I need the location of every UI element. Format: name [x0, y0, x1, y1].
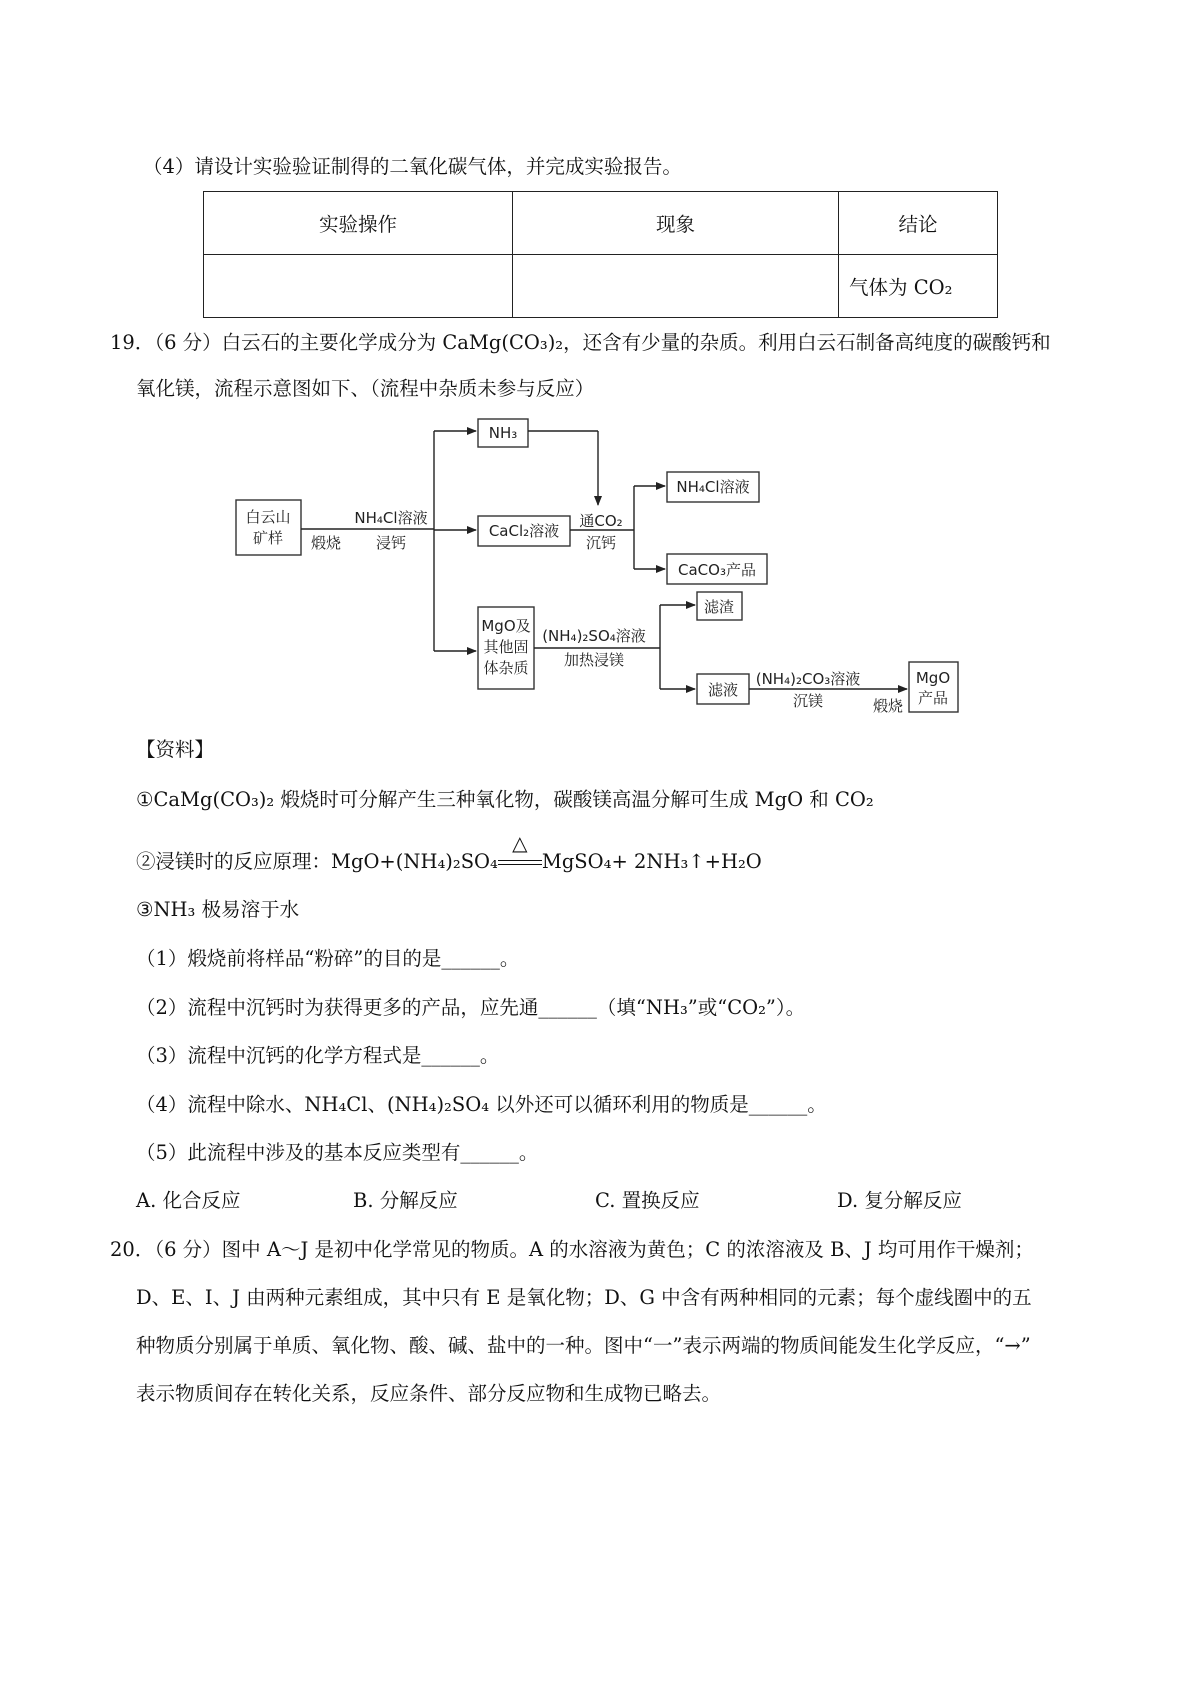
- equals-sign: [498, 860, 542, 865]
- ore-label-1: 白云山: [245, 508, 291, 526]
- calcine-label: 煅烧: [310, 534, 342, 552]
- so4-label-1: (NH₄)₂SO₄溶液: [542, 627, 646, 645]
- co2-label-1: 通CO₂: [579, 512, 623, 530]
- leach-label-2: 浸钙: [375, 534, 407, 552]
- filtrate-label: 滤液: [707, 681, 739, 699]
- heat-symbol: △: [512, 831, 528, 855]
- info2-suffix: MgSO₄+ 2NH₃↑+H₂O: [541, 850, 762, 873]
- info-item-3: ③NH₃ 极易溶于水: [136, 898, 300, 921]
- ore-label-2: 矿样: [252, 529, 284, 547]
- option-c: C. 置换反应: [595, 1189, 700, 1212]
- q20-line2: D、E、I、J 由两种元素组成，其中只有 E 是氧化物；D、G 中含有两种相同的元素；每个虚线圈中的五: [136, 1286, 1032, 1309]
- q19-question-1: （1）煅烧前将样品“粉碎”的目的是______。: [136, 947, 520, 970]
- mgo-product-label-2: 产品: [917, 689, 949, 707]
- mgo-solid-label-2: 其他固: [483, 638, 529, 656]
- q19-question-5: （5）此流程中涉及的基本反应类型有______。: [136, 1141, 539, 1164]
- table-header-phenomenon: 现象: [513, 192, 839, 255]
- option-d: D. 复分解反应: [837, 1189, 962, 1212]
- table-cell-conclusion: 气体为 CO₂: [839, 255, 998, 318]
- nh3-label: NH₃: [488, 424, 518, 442]
- co2-label-2: 沉钙: [585, 534, 617, 552]
- caco3-label: CaCO₃产品: [678, 561, 756, 579]
- q20-line4: 表示物质间存在转化关系，反应条件、部分反应物和生成物已略去。: [136, 1382, 722, 1405]
- q19-question-3: （3）流程中沉钙的化学方程式是______。: [136, 1044, 500, 1067]
- q19-question-4: （4）流程中除水、NH₄Cl、(NH₄)₂SO₄ 以外还可以循环利用的物质是______。: [136, 1093, 827, 1116]
- q18-part4-text: （4）请设计实验验证制得的二氧化碳气体，并完成实验报告。: [143, 155, 682, 178]
- q20-line3: 种物质分别属于单质、氧化物、酸、碱、盐中的一种。图中“一”表示两端的物质间能发生化学反应，“→”: [136, 1334, 1031, 1357]
- info2-prefix: ②浸镁时的反应原理：MgO+(NH₄)₂SO₄: [136, 850, 498, 873]
- mgo-solid-label-1: MgO及: [481, 617, 531, 635]
- option-a: A. 化合反应: [136, 1189, 241, 1212]
- q19-stem-line1: 19．（6 分）白云石的主要化学成分为 CaMg(CO₃)₂，还含有少量的杂质。利用白云石制备高纯度的碳酸钙和: [110, 331, 1051, 354]
- q19-question-2: （2）流程中沉钙时为获得更多的产品，应先通______（填“NH₃”或“CO₂”）。: [136, 996, 806, 1019]
- q19-stem-line2: 氧化镁，流程示意图如下、（流程中杂质未参与反应）: [136, 377, 595, 400]
- cacl2-label: CaCl₂溶液: [488, 522, 560, 540]
- info-title: 【资料】: [136, 738, 215, 761]
- process-flow-diagram: [0, 0, 1191, 740]
- table-header-operation: 实验操作: [204, 192, 513, 255]
- reaction-condition: [498, 831, 542, 875]
- option-b: B. 分解反应: [353, 1189, 458, 1212]
- co3-label-1: (NH₄)₂CO₃溶液: [755, 670, 861, 688]
- info-item-2: [136, 831, 762, 875]
- mgo-solid-label-3: 体杂质: [483, 659, 529, 677]
- leach-label-1: NH₄Cl溶液: [354, 509, 428, 527]
- mgo-product-label-1: MgO: [915, 669, 951, 687]
- nh4cl-label: NH₄Cl溶液: [676, 478, 750, 496]
- info-item-1: ①CaMg(CO₃)₂ 煅烧时可分解产生三种氧化物，碳酸镁高温分解可生成 MgO 和 CO₂: [136, 788, 874, 811]
- residue-label: 滤渣: [703, 598, 735, 616]
- so4-label-2: 加热浸镁: [563, 651, 625, 669]
- q20-line1: 20．（6 分）图中 A～J 是初中化学常见的物质。A 的水溶液为黄色；C 的浓溶液及 B、J 均可用作干燥剂；: [110, 1238, 1034, 1261]
- calcine2-label: 煅烧: [872, 697, 904, 715]
- co3-label-2: 沉镁: [792, 692, 824, 710]
- table-header-conclusion: 结论: [839, 192, 998, 255]
